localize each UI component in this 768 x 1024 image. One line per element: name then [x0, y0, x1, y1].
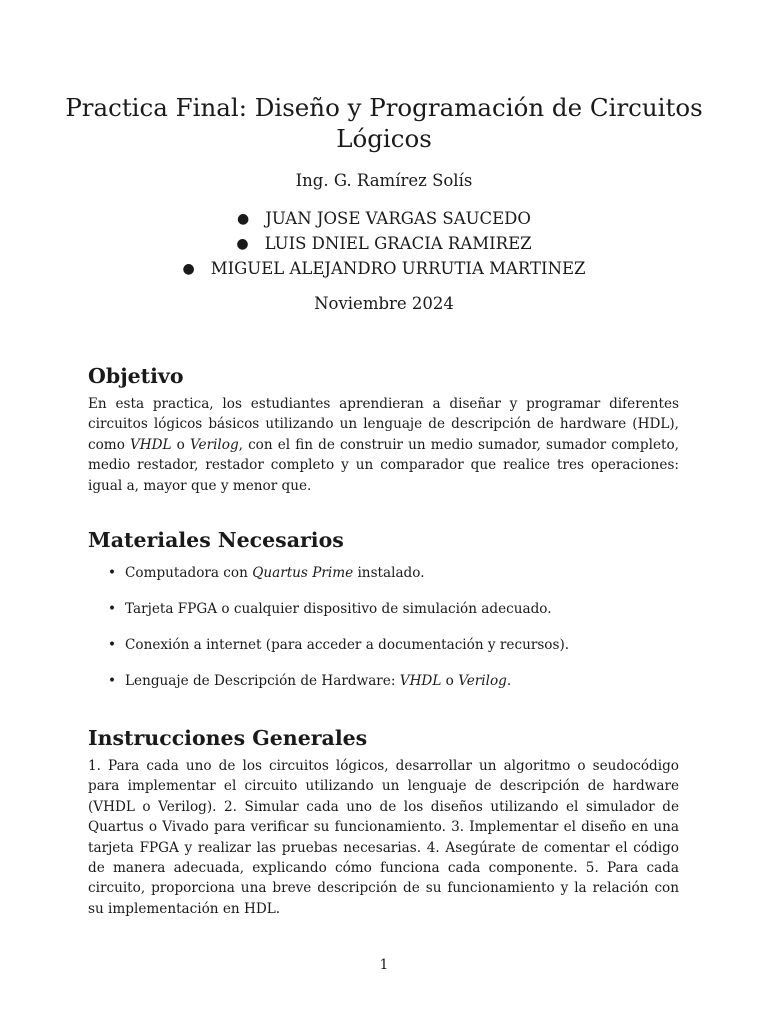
section-heading-materiales: Materiales Necesarios [88, 528, 344, 552]
objetivo-paragraph [88, 394, 679, 496]
document-title: Practica Final: Diseño y Programación de Circuitos Lógicos [65, 93, 703, 153]
objetivo-verilog: Verilog [189, 436, 239, 453]
bullet-icon: ● [237, 211, 250, 227]
team-member [0, 256, 768, 281]
team-members-list [0, 206, 768, 281]
bullet-icon: • [108, 673, 117, 689]
bullet-icon: • [108, 565, 117, 581]
team-member-name: LUIS DNIEL GRACIA RAMIREZ [264, 234, 532, 253]
instrucciones-paragraph: 1. Para cada uno de los circuitos lógicos, desarrollar un algoritmo o seudocódigo para implementar el circuito utilizando un lenguaje de descripción de hardware (VHDL o Verilog). 2. Simular cada uno de los diseños utilizando el simulador de Quartus o Vivado para verificar su funcionamiento. 3. Implementar el diseño en una tarjeta FPGA y realizar las pruebas necesarias. 4. Asegúrate de comentar el código de manera adecuada, explicando cómo funciona cada componente. 5. Para cada circuito, proporciona una breve descripción de su funcionamiento y la relación con su implementación en HDL. [88, 758, 679, 917]
materials-item-vhdl: VHDL [399, 673, 442, 689]
bullet-icon: ● [182, 261, 195, 277]
team-member [0, 231, 768, 256]
materials-item-text: instalado. [353, 565, 425, 581]
team-member-name: JUAN JOSE VARGAS SAUCEDO [265, 209, 531, 228]
bullet-icon: • [108, 637, 117, 653]
materials-list [108, 563, 688, 707]
objetivo-text-1: En esta practica, los estudiantes aprendieran a diseñar y programar diferentes circuitos lógicos básicos utilizando un lenguaje de descripción de hardware (HDL), como [88, 396, 679, 453]
objetivo-text-2: o [171, 436, 190, 453]
materials-item-text: Lenguaje de Descripción de Hardware: [125, 673, 400, 689]
materials-item-text: . [506, 673, 512, 689]
materials-item-text: Computadora con [125, 565, 253, 581]
materials-item-text: o [441, 673, 459, 689]
materials-item [108, 635, 688, 671]
objetivo-vhdl: VHDL [129, 436, 172, 453]
bullet-icon: ● [236, 236, 249, 252]
materials-item [108, 671, 688, 707]
objetivo-text-3: , con el fin de construir un medio sumador, sumador completo, medio restador, restador completo y un comparador que realice tres operaciones: igual a, mayor que y menor que. [88, 436, 679, 494]
team-member-name: MIGUEL ALEJANDRO URRUTIA MARTINEZ [210, 259, 586, 278]
author-name: Ing. G. Ramírez Solís [295, 171, 473, 190]
section-heading-objetivo: Objetivo [88, 364, 184, 388]
materials-item-text: Tarjeta FPGA o cualquier dispositivo de simulación adecuado. [125, 601, 552, 617]
section-heading-instrucciones: Instrucciones Generales [88, 726, 368, 750]
materials-item-verilog: Verilog [458, 673, 507, 689]
materials-item [108, 563, 688, 599]
page-number: 1 [379, 957, 389, 973]
materials-item [108, 599, 688, 635]
document-date: Noviembre 2024 [314, 294, 454, 313]
materials-item-software: Quartus Prime [252, 565, 354, 581]
bullet-icon: • [108, 601, 117, 617]
materials-item-text: Conexión a internet (para acceder a documentación y recursos). [125, 637, 570, 653]
team-member [0, 206, 768, 231]
